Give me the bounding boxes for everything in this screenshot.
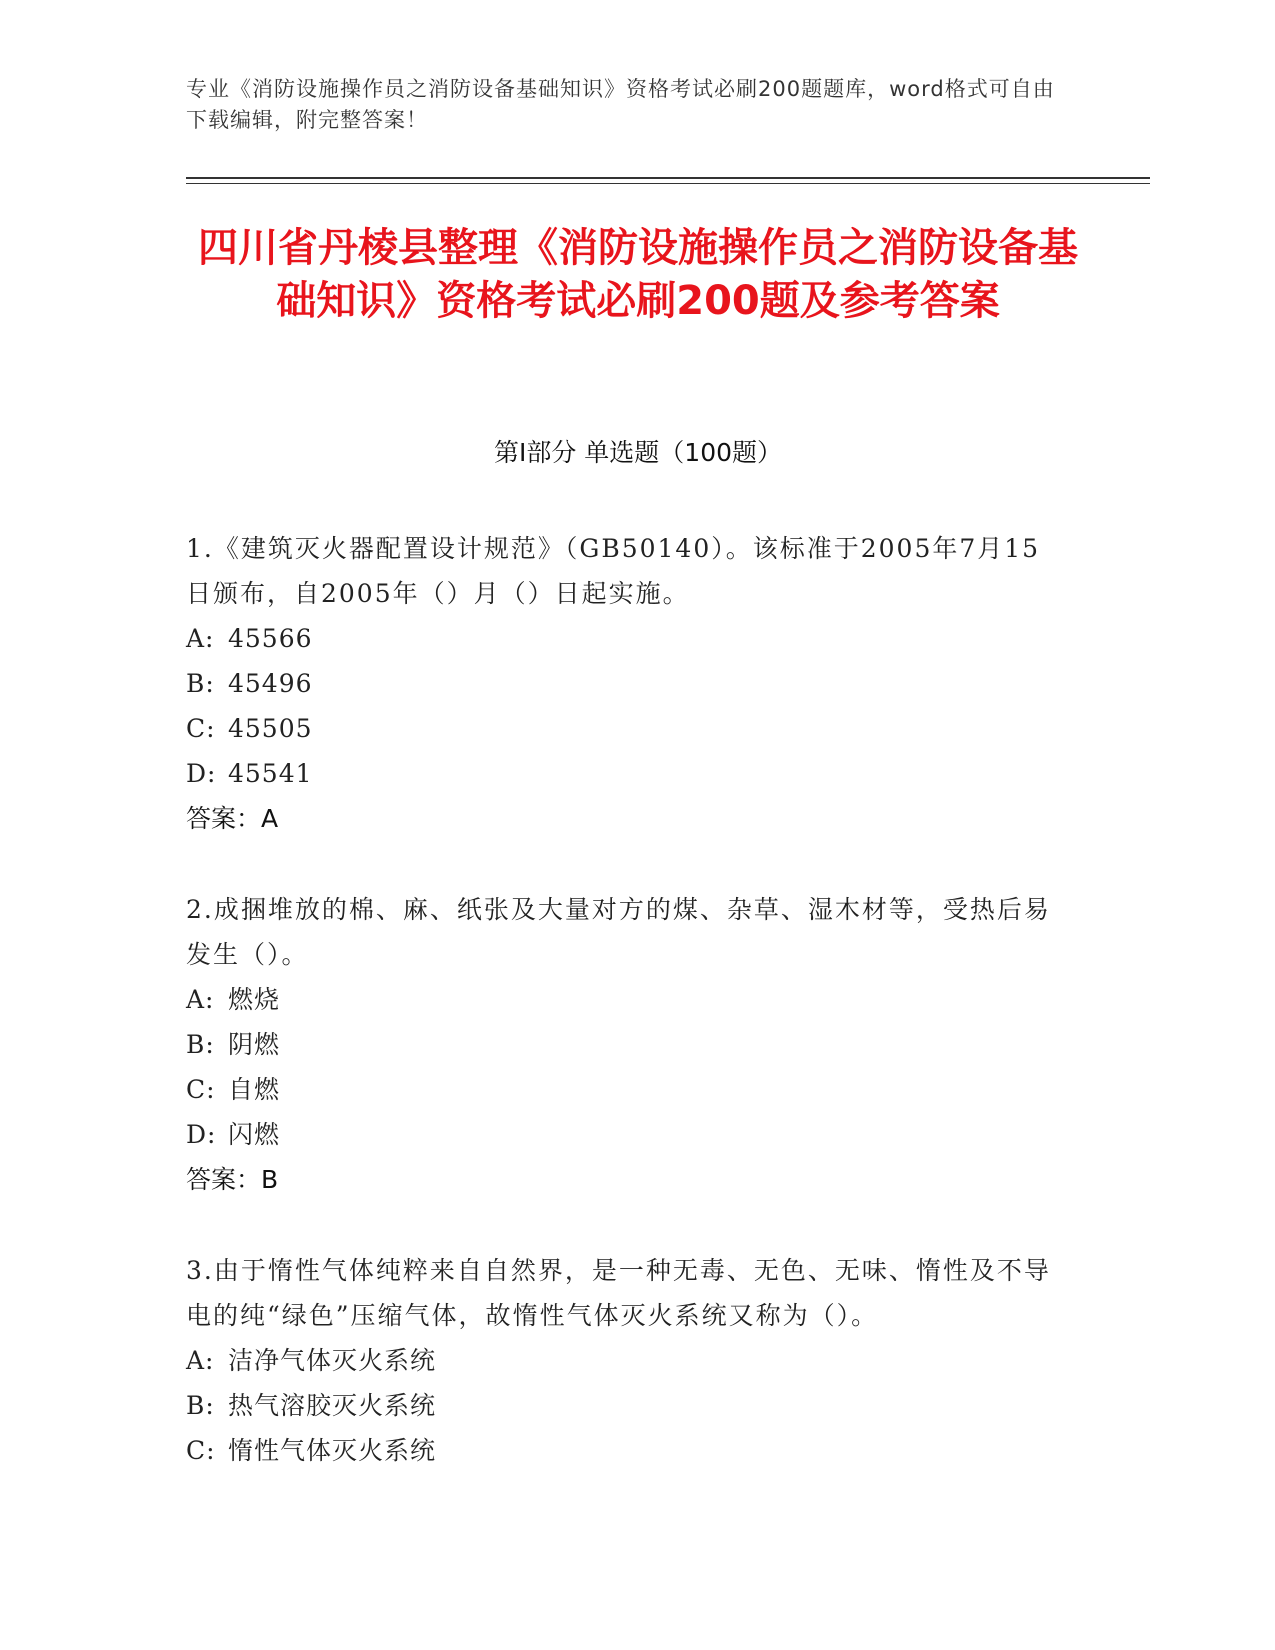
option-text: 燃烧	[228, 985, 281, 1014]
option-text: 自燃	[228, 1075, 281, 1104]
option-b	[186, 661, 1066, 706]
option-key: C:	[186, 1075, 216, 1104]
option-key: C:	[186, 714, 216, 743]
option-key: B:	[186, 1030, 215, 1059]
option-a	[186, 977, 1066, 1022]
option-c	[186, 706, 1066, 751]
option-key: A:	[186, 624, 215, 653]
question-1	[186, 526, 1066, 841]
option-c	[186, 1067, 1066, 1112]
header-divider-thin	[186, 183, 1150, 184]
option-c	[186, 1428, 1066, 1473]
question-list	[186, 526, 1066, 1519]
option-key: D:	[186, 759, 217, 788]
question-stem: 3.由于惰性气体纯粹来自自然界，是一种无毒、无色、无味、惰性及不导电的纯“绿色”压缩气体，故惰性气体灭火系统又称为（）。	[186, 1256, 1051, 1330]
option-text: 洁净气体灭火系统	[228, 1346, 437, 1375]
header-divider-thick	[186, 177, 1150, 179]
document-title: 四川省丹棱县整理《消防设施操作员之消防设备基础知识》资格考试必刷200题及参考答案	[198, 225, 1078, 324]
header-note: 专业《消防设施操作员之消防设备基础知识》资格考试必刷200题题库，word格式可自由下载编辑，附完整答案！	[186, 77, 1055, 132]
question-2	[186, 887, 1066, 1202]
option-a	[186, 1338, 1066, 1383]
question-stem: 2.成捆堆放的棉、麻、纸张及大量对方的煤、杂草、湿木材等，受热后易发生（）。	[186, 895, 1051, 969]
option-b	[186, 1383, 1066, 1428]
option-b	[186, 1022, 1066, 1067]
question-stem: 1.《建筑灭火器配置设计规范》（GB50140）。该标准于2005年7月15日颁布，自2005年（）月（）日起实施。	[186, 534, 1041, 608]
option-d	[186, 1112, 1066, 1157]
option-key: B:	[186, 669, 215, 698]
option-key: B:	[186, 1391, 215, 1420]
option-text: 阴燃	[228, 1030, 281, 1059]
question-3	[186, 1248, 1066, 1473]
option-text: 闪燃	[228, 1120, 281, 1149]
option-text: 惰性气体灭火系统	[228, 1436, 437, 1465]
question-answer: 答案：A	[186, 804, 279, 833]
question-answer: 答案：B	[186, 1165, 279, 1194]
option-key: A:	[186, 1346, 215, 1375]
option-key: D:	[186, 1120, 217, 1149]
option-text: 45566	[228, 624, 313, 653]
option-d	[186, 751, 1066, 796]
option-key: C:	[186, 1436, 216, 1465]
option-key: A:	[186, 985, 215, 1014]
option-text: 45541	[228, 759, 313, 788]
option-text: 45505	[228, 714, 313, 743]
option-text: 45496	[228, 669, 313, 698]
section-title: 第Ⅰ部分 单选题（100题）	[493, 438, 783, 467]
option-text: 热气溶胶灭火系统	[228, 1391, 437, 1420]
option-a	[186, 616, 1066, 661]
